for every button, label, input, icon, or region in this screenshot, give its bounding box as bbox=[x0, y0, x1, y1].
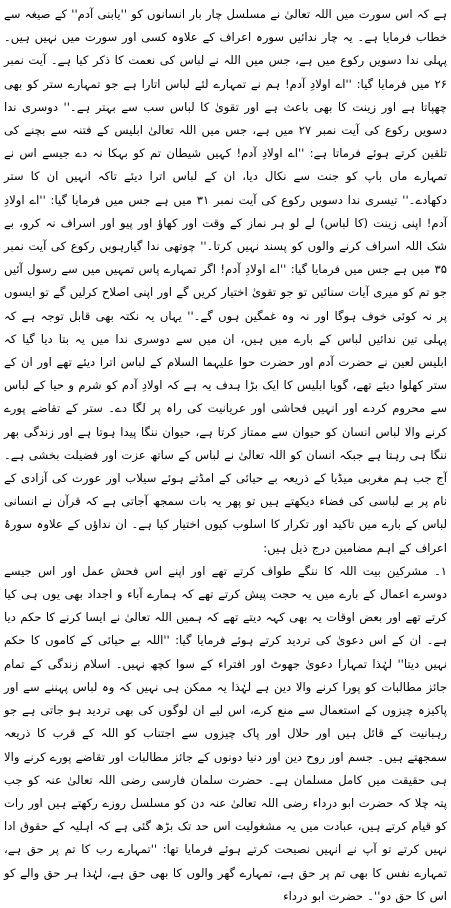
paragraph-intro: ہے کہ اس سورت میں اللہ تعالیٰ نے مسلسل چار بار انسانوں کو ''یابنی آدم'' کے صیغہ سے خطاب فرمایا ہے۔ یہ چار ندائیں سورہ اعراف کے علاوہ کسی اور سورت میں نہیں ہیں۔ پہلی ندا دسویں رکوع میں ہے، جس میں اللہ نے لباس کی نعمت کا ذکر کیا ہے۔ آیت نمبر ۲۶ میں فرمایا گیا: ''اے اولادِ آدم! ہم نے تمہارے لئے لباس اتارا ہے جو تمہارے ستر کو بھی چھپاتا ہے اور زینت کا بھی باعث ہے اور تقویٰ کا لباس سب سے بہتر ہے۔'' دوسری ندا دسویں رکوع کی آیت نمبر ۲۷ میں ہے، جس میں اللہ تعالیٰ ابلیس کے فتنہ سے بچنے کی تلقین کرتے ہوئے فرماتا ہے: ''اے اولادِ آدم! کہیں شیطان تم کو بہکا نہ دے جیسے اس نے تمہارے ماں باپ کو جنت سے نکال دیا، ان کے لباس اترا دیئے تاکہ انہیں ان کا ستر دکھادے۔'' تیسری ندا دسویں رکوع کی آیت نمبر ۳۱ میں ہے جس میں فرمایا گیا: ''اے اولادِ آدم! اپنی زینت (کا لباس) لے لو ہر نماز کے وقت اور کھاؤ اور پیو اور اسراف نہ کرو، بے شک اللہ اسراف کرنے والوں کو پسند نہیں کرتا۔'' چوتھی ندا گیارہویں رکوع کی آیت نمبر ۳۵ میں ہے جس میں فرمایا گیا: ''اے اولادِ آدم! اگر تمہارے پاس تمہیں میں سے رسول آئیں جو تم کو میری آیات سنائیں تو جو تقویٰ اختیار کریں گے اور اپنی اصلاح کرلیں گے تو ایسوں پر نہ کوئی خوف ہوگا اور نہ وہ غمگین ہوں گے۔'' یہاں یہ نکتہ بھی قابل توجہ ہے کہ پہلی تین ندائیں لباس کے بارے میں ہیں، ان میں سے دوسری ندا میں یہ بتا دیا گیا کہ ابلیس لعین نے حضرت آدم اور حضرت حوا علیہما السلام کے لباس اترا دیئے تھے اور ان کے ستر کھلوا دیئے تھے، گویا ابلیس کا ایک بڑا ہدف یہ ہے کہ اولادِ آدم کو شرم و حیا کے لباس سے محروم کردے اور انہیں فحاشی اور عریانیت کی راہ پر لگا دے۔ ستر کے تقاضے پورے کرنے والا لباس انسان کو حیوان سے ممتاز کرتا ہے، حیوان ننگا پیدا ہوتا ہے اور زندگی بھر ننگا ہی رہتا ہے جبکہ انسان کو اللہ تعالیٰ نے لباس کے ساتھ عزت اور فضیلت بخشی ہے۔ آج جب ہم مغربی میڈیا کے ذریعہ بے حیائی کے امڈتے ہوئے سیلاب اور عورت کی آزادی کے نام پر بے لباسی کی فضاء دیکھتے ہیں تو پھر یہ بات سمجھ آجاتی ہے کہ قرآن نے انسانی لباس کے بارے میں تاکید اور تکرار کا اسلوب کیوں اختیار کیا ہے۔ ان نداؤں کے علاوہ سورۂ اعراف کے اہم مضامین درج ذیل ہیں: bbox=[4, 7, 448, 555]
paragraph-point-one: ۱۔ مشرکین بیت اللہ کا ننگے طواف کرتے تھے اور اپنے اس فحش عمل اور اس جیسے دوسرے اعمال کے بارے میں یہ حجت پیش کرتے تھے کہ ہمارے آباء و اجداد بھی یوں ہی کیا کرتے تھے اور بعض اوقات یہ بھی کہہ دیتے تھے کہ ہمیں اللہ تعالیٰ نے ایسا کرنے کا حکم دیا ہے۔ ان کے اس دعویٰ کی تردید کرتے ہوئے فرمایا گیا: ''اللہ بے حیائی کے کاموں کا حکم نہیں دیتا'' لہٰذا تمہارا دعویٰ جھوٹ اور افتراء کے سوا کچھ نہیں۔ اسلام زندگی کے تمام جائز مطالبات کو پورا کرنے والا دین ہے لہٰذا یہ ممکن ہی نہیں کہ وہ لباس پہننے سے اور پاکیزہ چیزوں کے استعمال سے منع کرے، اس لیے ان لوگوں کی بھی تردید ہو جاتی ہے جو رہبانیت کے قائل ہیں اور حلال اور پاک چیزوں سے اجتناب کو اللہ کے قرب کا ذریعہ سمجھتے ہیں۔ جسم اور روح دین اور دنیا دونوں کے جائز مطالبات اور تقاضے پورے کرنے والا ہی حقیقت میں کامل مسلمان ہے۔ حضرت سلمان فارسی رضی اللہ تعالیٰ عنہ کو جب پتہ چلا کہ حضرت ابو درداء رضی اللہ تعالیٰ عنہ دن کو مسلسل روزے رکھتے ہیں اور رات کو قیام کرتے ہیں، عبادت میں یہ مشغولیت اس حد تک بڑھ گئی ہے کہ اہلیہ کے حقوق ادا نہیں کرتے تو آپ نے انہیں نصیحت کرتے ہوئے فرمایا تھا: ''تمہارے رب کا تم پر حق ہے، تمہارے نفس کا بھی تم پر حق ہے، تمہارے گھر والوں کا بھی حق ہے، لہٰذا ہر حق والے کو اس کا حق دو''۔ حضرت ابو درداء bbox=[4, 563, 447, 903]
